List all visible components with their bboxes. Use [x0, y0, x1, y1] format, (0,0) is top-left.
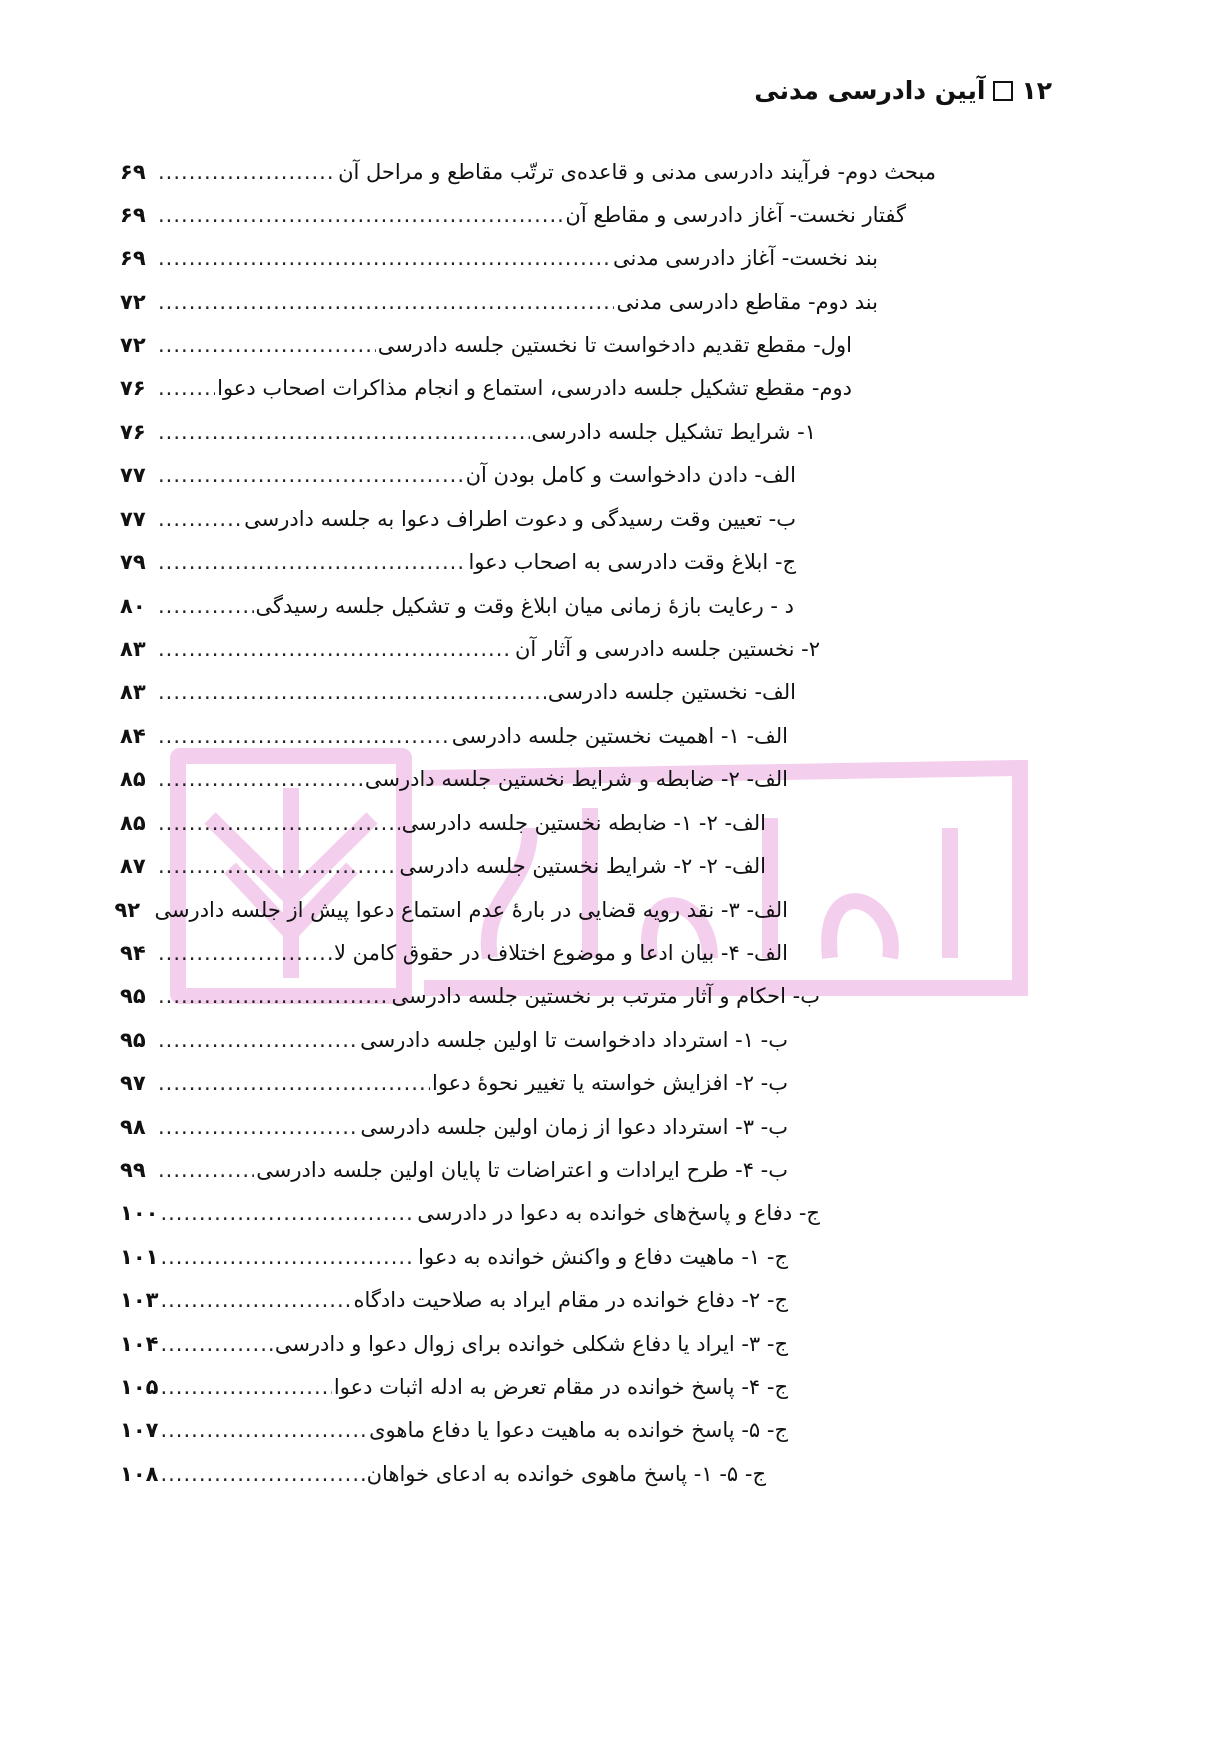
page-ref: ۹۷ — [120, 1071, 146, 1095]
page-header — [754, 76, 1052, 105]
toc-entry[interactable]: ج- دفاع و پاسخ‌های خوانده به دعوا در دادرسی ..... ۱۰۰ — [120, 1201, 820, 1231]
toc-entry[interactable]: الف- ۲- ۲- شرایط نخستین جلسه دادرسی ..... ۸۷ — [120, 854, 766, 884]
toc-entry[interactable]: ج- ۵- پاسخ خوانده به ماهیت دعوا یا دفاع ماهوی ..... ۱۰۷ — [120, 1418, 788, 1448]
toc-entry[interactable]: الف- ۲- ضابطه و شرایط نخستین جلسه دادرسی ..... ۸۵ — [120, 767, 788, 797]
toc-entry[interactable]: بند دوم- مقاطع دادرسی مدنی ..... ۷۲ — [120, 290, 878, 320]
page-ref: ۹۴ — [120, 941, 146, 965]
toc-entry[interactable]: ۱- شرایط تشکیل جلسه دادرسی ..... ۷۶ — [120, 420, 816, 450]
toc-entry[interactable]: ب- احکام و آثار مترتب بر نخستین جلسه دادرسی ..... ۹۵ — [120, 984, 820, 1014]
page-ref: ۷۶ — [120, 420, 146, 444]
page-ref: ۷۷ — [120, 507, 146, 531]
page-ref: ۸۵ — [120, 811, 146, 835]
page-ref: ۷۲ — [120, 333, 146, 357]
toc-entry[interactable]: دوم- مقطع تشکیل جلسه دادرسی، استماع و انجام مذاکرات اصحاب دعوا ..... ۷۶ — [120, 376, 852, 406]
page-ref: ۶۹ — [120, 160, 146, 184]
toc-entry[interactable]: الف- نخستین جلسه دادرسی ..... ۸۳ — [120, 680, 796, 710]
page-ref: ۷۷ — [120, 463, 146, 487]
page-ref: ۱۰۷ — [120, 1418, 159, 1442]
page-ref: ۸۵ — [120, 767, 146, 791]
toc-entry[interactable]: ج- ۴- پاسخ خوانده در مقام تعرض به ادله اثبات دعوا ..... ۱۰۵ — [120, 1375, 788, 1405]
toc-entry[interactable]: بند نخست- آغاز دادرسی مدنی ..... ۶۹ — [120, 246, 878, 276]
toc-entry[interactable]: اول- مقطع تقدیم دادخواست تا نخستین جلسه دادرسی ..... ۷۲ — [120, 333, 852, 363]
page-ref: ۹۸ — [120, 1115, 146, 1139]
page-ref: ۱۰۴ — [120, 1332, 159, 1356]
toc-entry[interactable]: ب- ۲- افزایش خواسته یا تغییر نحوهٔ دعوا ..... ۹۷ — [120, 1071, 788, 1101]
page-ref: ۹۲ — [114, 898, 141, 922]
page-ref: ۱۰۰ — [120, 1201, 159, 1225]
toc-entry[interactable]: ۲- نخستین جلسه دادرسی و آثار آن ..... ۸۳ — [120, 637, 820, 667]
toc-entry[interactable]: ج- ۳- ایراد یا دفاع شکلی خوانده برای زوال دعوا و دادرسی ..... ۱۰۴ — [120, 1332, 788, 1362]
page-ref: ۱۰۵ — [120, 1375, 159, 1399]
toc-entry[interactable]: ج- ابلاغ وقت دادرسی به اصحاب دعوا ..... ۷۹ — [120, 550, 796, 580]
page-ref: ۸۳ — [120, 680, 146, 704]
toc-entry[interactable]: ب- ۳- استرداد دعوا از زمان اولین جلسه دادرسی ..... ۹۸ — [120, 1115, 788, 1145]
page-number: ۱۲ — [1021, 76, 1052, 105]
page-ref: ۱۰۳ — [120, 1288, 159, 1312]
page-ref: ۷۲ — [120, 290, 146, 314]
toc-entry[interactable]: ب- تعیین وقت رسیدگی و دعوت اطراف دعوا به جلسه دادرسی ..... ۷۷ — [120, 507, 796, 537]
page-ref: ۷۹ — [120, 550, 146, 574]
toc-entry[interactable]: الف- دادن دادخواست و کامل بودن آن ..... ۷۷ — [120, 463, 796, 493]
page-ref: ۶۹ — [120, 203, 146, 227]
page-ref: ۹۵ — [120, 1028, 146, 1052]
toc-entry[interactable]: الف- ۳- نقد رویه قضایی در بارهٔ عدم استماع دعوا پیش از جلسه دادرسی ۹۲ — [114, 898, 788, 922]
toc-entry[interactable]: الف- ۲- ۱- ضابطه نخستین جلسه دادرسی ..... ۸۵ — [120, 811, 766, 841]
page-ref: ۱۰۱ — [120, 1245, 159, 1269]
square-icon — [993, 81, 1013, 101]
toc-entry[interactable]: ج- ۵- ۱- پاسخ ماهوی خوانده به ادعای خواهان ..... ۱۰۸ — [120, 1462, 766, 1492]
page-ref: ۸۷ — [120, 854, 146, 878]
toc-entry[interactable]: ج- ۲- دفاع خوانده در مقام ایراد به صلاحیت دادگاه ..... ۱۰۳ — [120, 1288, 788, 1318]
toc-entry[interactable]: الف- ۱- اهمیت نخستین جلسه دادرسی ..... ۸۴ — [120, 724, 788, 754]
toc-entry[interactable]: ب- ۴- طرح ایرادات و اعتراضات تا پایان اولین جلسه دادرسی ..... ۹۹ — [120, 1158, 788, 1188]
page-ref: ۸۰ — [120, 594, 146, 618]
toc-entry[interactable]: گفتار نخست- آغاز دادرسی و مقاطع آن ..... ۶۹ — [120, 203, 906, 233]
toc-entry[interactable]: مبحث دوم- فرآیند دادرسی مدنی و قاعده‌ی ترتّب مقاطع و مراحل آن ..... ۶۹ — [120, 160, 936, 190]
page-ref: ۸۳ — [120, 637, 146, 661]
toc-entry[interactable]: ب- ۱- استرداد دادخواست تا اولین جلسه دادرسی ..... ۹۵ — [120, 1028, 788, 1058]
toc-entry[interactable]: ج- ۱- ماهیت دفاع و واکنش خوانده به دعوا ..... ۱۰۱ — [120, 1245, 788, 1275]
page-ref: ۷۶ — [120, 376, 146, 400]
toc-entry[interactable]: الف- ۴- بیان ادعا و موضوع اختلاف در حقوق کامن لا ..... ۹۴ — [120, 941, 788, 971]
page-ref: ۶۹ — [120, 246, 146, 270]
toc-entry[interactable]: د - رعایت بازهٔ زمانی میان ابلاغ وقت و تشکیل جلسه رسیدگی ..... ۸۰ — [120, 594, 794, 624]
page-ref: ۹۹ — [120, 1158, 146, 1182]
page-ref: ۸۴ — [120, 724, 146, 748]
page-ref: ۱۰۸ — [120, 1462, 159, 1486]
book-title: آیین دادرسی مدنی — [754, 76, 986, 105]
page-ref: ۹۵ — [120, 984, 146, 1008]
